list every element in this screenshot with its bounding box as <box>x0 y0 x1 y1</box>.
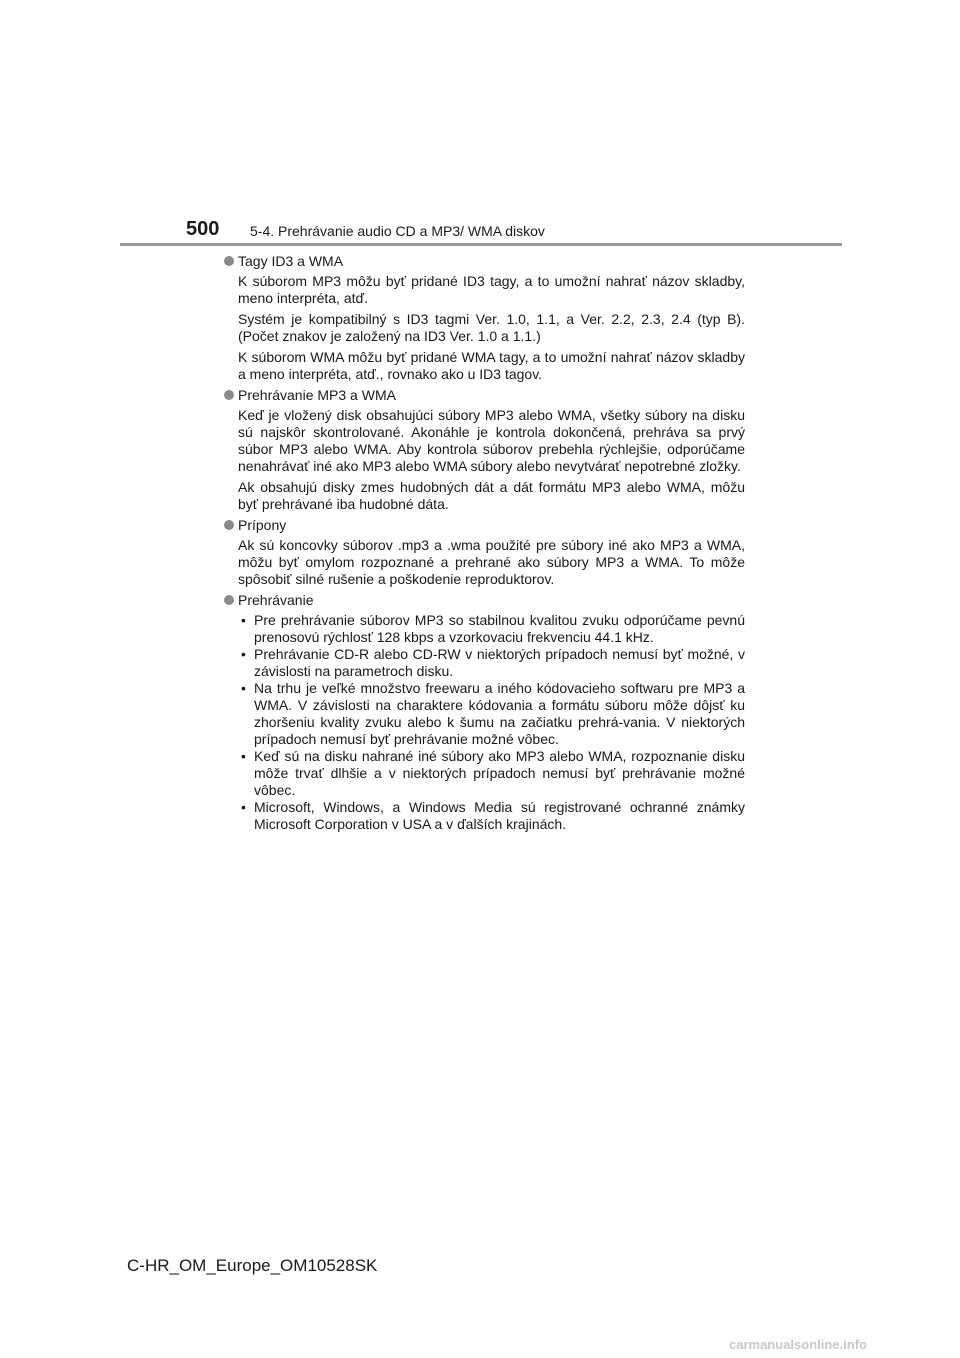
page-header <box>0 0 960 250</box>
section-heading <box>222 517 745 534</box>
paragraph: Ak obsahujú disky zmes hudobných dát a dát formátu MP3 alebo WMA, môžu byť prehrávané iba hudobné dáta. <box>238 479 745 512</box>
list-item-text: Prehrávanie CD-R alebo CD-RW v niektorých prípadoch nemusí byť možné, v závislosti na parametroch disku. <box>254 646 745 679</box>
section-heading <box>222 592 745 609</box>
bullet-icon <box>224 256 234 266</box>
list-item-text: Na trhu je veľké množstvo freewaru a iného kódovacieho softwaru pre MP3 a WMA. V závislosti na charaktere kódovania a formátu súboru môže dôjsť ku zhoršeniu kvality zvuku alebo k šumu na začiatku prehrá-vania. V niektorých prípadoch nemusí byť prehrávanie možné vôbec. <box>254 680 745 747</box>
list-item-text: Microsoft, Windows, a Windows Media sú registrované ochranné známky Microsoft Corporation v USA a v ďalších krajinách. <box>254 799 745 832</box>
heading-text: Prehrávanie <box>238 592 314 608</box>
list-dot-icon: • <box>241 799 246 815</box>
bullet-icon <box>224 520 234 530</box>
list-item <box>238 612 745 646</box>
playback-list <box>222 612 745 833</box>
list-item-text: Pre prehrávanie súborov MP3 so stabilnou kvalitou zvuku odporúčame pevnú prenosovú rýchlosť 128 kbps a vzorkovaciu frekvenciu 44.1 kHz. <box>254 612 745 645</box>
header-divider <box>120 243 842 246</box>
section-heading <box>222 387 745 404</box>
paragraph: Ak sú koncovky súborov .mp3 a .wma použité pre súbory iné ako MP3 a WMA, môžu byť omylom rozpoznané a prehrané ako súbory MP3 a WMA. To môže spôsobiť silné rušenie a poškodenie reproduktorov. <box>238 537 745 587</box>
heading-text: Prehrávanie MP3 a WMA <box>238 387 396 403</box>
section-title: 5-4. Prehrávanie audio CD a MP3/ WMA diskov <box>250 223 545 239</box>
list-item <box>238 646 745 680</box>
document-code: C-HR_OM_Europe_OM10528SK <box>127 1256 378 1275</box>
section-id3-tags <box>222 253 745 383</box>
list-dot-icon: • <box>241 680 246 696</box>
list-dot-icon: • <box>241 748 246 764</box>
bullet-icon <box>224 390 234 400</box>
section-mp3-wma-playback <box>222 387 745 513</box>
watermark: carmanualsonline.info <box>729 1337 867 1352</box>
page-content <box>222 253 745 837</box>
list-item <box>238 799 745 833</box>
heading-text: Tagy ID3 a WMA <box>238 253 344 269</box>
bullet-icon <box>224 595 234 605</box>
page-number: 500 <box>186 218 220 240</box>
section-heading <box>222 253 745 270</box>
list-item-text: Keď sú na disku nahrané iné súbory ako MP3 alebo WMA, rozpoznanie disku môže trvať dlhšie a v niektorých prípadoch nemusí byť prehrávanie možné vôbec. <box>254 748 745 798</box>
section-playback <box>222 592 745 833</box>
paragraph: K súborom WMA môžu byť pridané WMA tagy, a to umožní nahrať názov skladby a meno interpréta, atď., rovnako ako u ID3 tagov. <box>238 349 745 382</box>
paragraph: K súborom MP3 môžu byť pridané ID3 tagy, a to umožní nahrať názov skladby, meno interpréta, atď. <box>238 273 745 306</box>
list-item <box>238 748 745 799</box>
list-dot-icon: • <box>241 612 246 628</box>
list-item <box>238 680 745 748</box>
paragraph: Systém je kompatibilný s ID3 tagmi Ver. 1.0, 1.1, a Ver. 2.2, 2.3, 2.4 (typ B). (Počet znakov je založený na ID3 Ver. 1.0 a 1.1.) <box>238 311 745 344</box>
paragraph: Keď je vložený disk obsahujúci súbory MP3 alebo WMA, všetky súbory na disku sú najskôr skontrolované. Akonáhle je kontrola dokončená, prehráva sa prvý súbor MP3 alebo WMA. Aby kontrola súborov prebehla rýchlejšie, odporúčame nenahrávať iné ako MP3 alebo WMA súbory alebo nevytvárať nepotrebné zložky. <box>238 407 745 474</box>
heading-text: Prípony <box>238 517 287 533</box>
section-extensions <box>222 517 745 588</box>
list-dot-icon: • <box>241 646 246 662</box>
